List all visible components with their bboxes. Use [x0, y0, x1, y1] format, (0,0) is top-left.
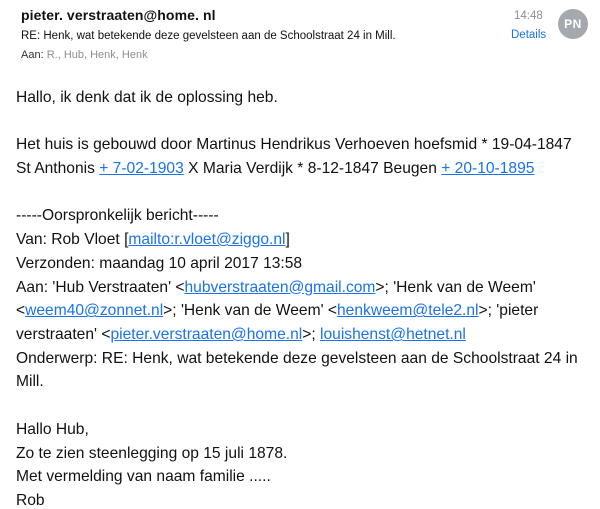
signature: Rob — [16, 491, 45, 509]
message-time: 14:48 — [514, 10, 543, 22]
subject-line: Mill. — [16, 373, 44, 391]
text-span: Van: Rob Vloet [ — [16, 231, 129, 249]
email-link[interactable]: weem40@zonnet.nl — [25, 302, 164, 320]
email-link[interactable]: henkweem@tele2.nl — [337, 302, 479, 320]
subject-line: Onderwerp: RE: Henk, wat betekende deze gevelsteen aan de Schoolstraat 24 in — [16, 349, 578, 367]
date-link[interactable]: + 20-10-1895 — [441, 160, 535, 178]
sender-name[interactable]: pieter. verstraaten@home. nl — [21, 7, 216, 23]
mailto-link[interactable]: mailto:r.vloet@ziggo.nl — [128, 231, 286, 249]
text-span: >; 'Henk van de Weem' — [375, 278, 536, 296]
to-line — [16, 299, 591, 323]
message-body — [16, 86, 591, 509]
email-link[interactable]: pieter.verstraaten@home.nl — [110, 326, 303, 343]
to-label: Aan: — [21, 49, 44, 61]
to-line — [16, 323, 591, 347]
recipients-list[interactable]: R., Hub, Henk, Henk — [46, 49, 148, 61]
from-line — [16, 228, 591, 252]
text-span: >; — [302, 326, 321, 343]
body-text-line: Zo te zien steenlegging op 15 juli 1878. — [16, 444, 288, 462]
text-span: verstraaten' < — [16, 326, 111, 343]
text-span: < — [16, 302, 26, 320]
original-message-header: -----Oorspronkelijk bericht----- — [16, 207, 219, 225]
to-line — [16, 276, 591, 300]
email-link[interactable]: louishenst@hetnet.nl — [320, 326, 466, 343]
body-text-line — [16, 157, 591, 181]
text-span: >; 'Henk van de Weem' < — [163, 302, 337, 320]
message-subject: RE: Henk, wat betekende deze gevelsteen aan de Schoolstraat 24 in Mill. — [21, 30, 396, 42]
body-text-line: Hallo Hub, — [16, 420, 89, 438]
text-span: St Anthonis — [16, 160, 100, 178]
text-span: >; 'pieter — [478, 302, 539, 320]
message-header — [0, 0, 600, 70]
greeting-line: Hallo, ik denk dat ik de oplossing heb. — [16, 89, 278, 106]
text-span: ] — [285, 231, 290, 249]
sender-avatar[interactable]: PN — [558, 9, 588, 39]
date-link[interactable]: + 7-02-1903 — [99, 160, 184, 178]
email-link[interactable]: hubverstraaten@gmail.com — [184, 278, 376, 296]
body-text-line: Met vermelding van naam familie ..... — [16, 468, 271, 486]
text-span: X Maria Verdijk * 8-12-1847 Beugen — [183, 160, 442, 178]
text-span: Aan: 'Hub Verstraaten' < — [16, 278, 185, 296]
body-text-line: Het huis is gebouwd door Martinus Hendrikus Verhoeven hoefsmid * 19-04-1847 — [16, 136, 572, 154]
details-link[interactable]: Details — [511, 29, 547, 41]
sent-line: Verzonden: maandag 10 april 2017 13:58 — [16, 254, 303, 272]
recipients-row[interactable] — [21, 49, 148, 61]
